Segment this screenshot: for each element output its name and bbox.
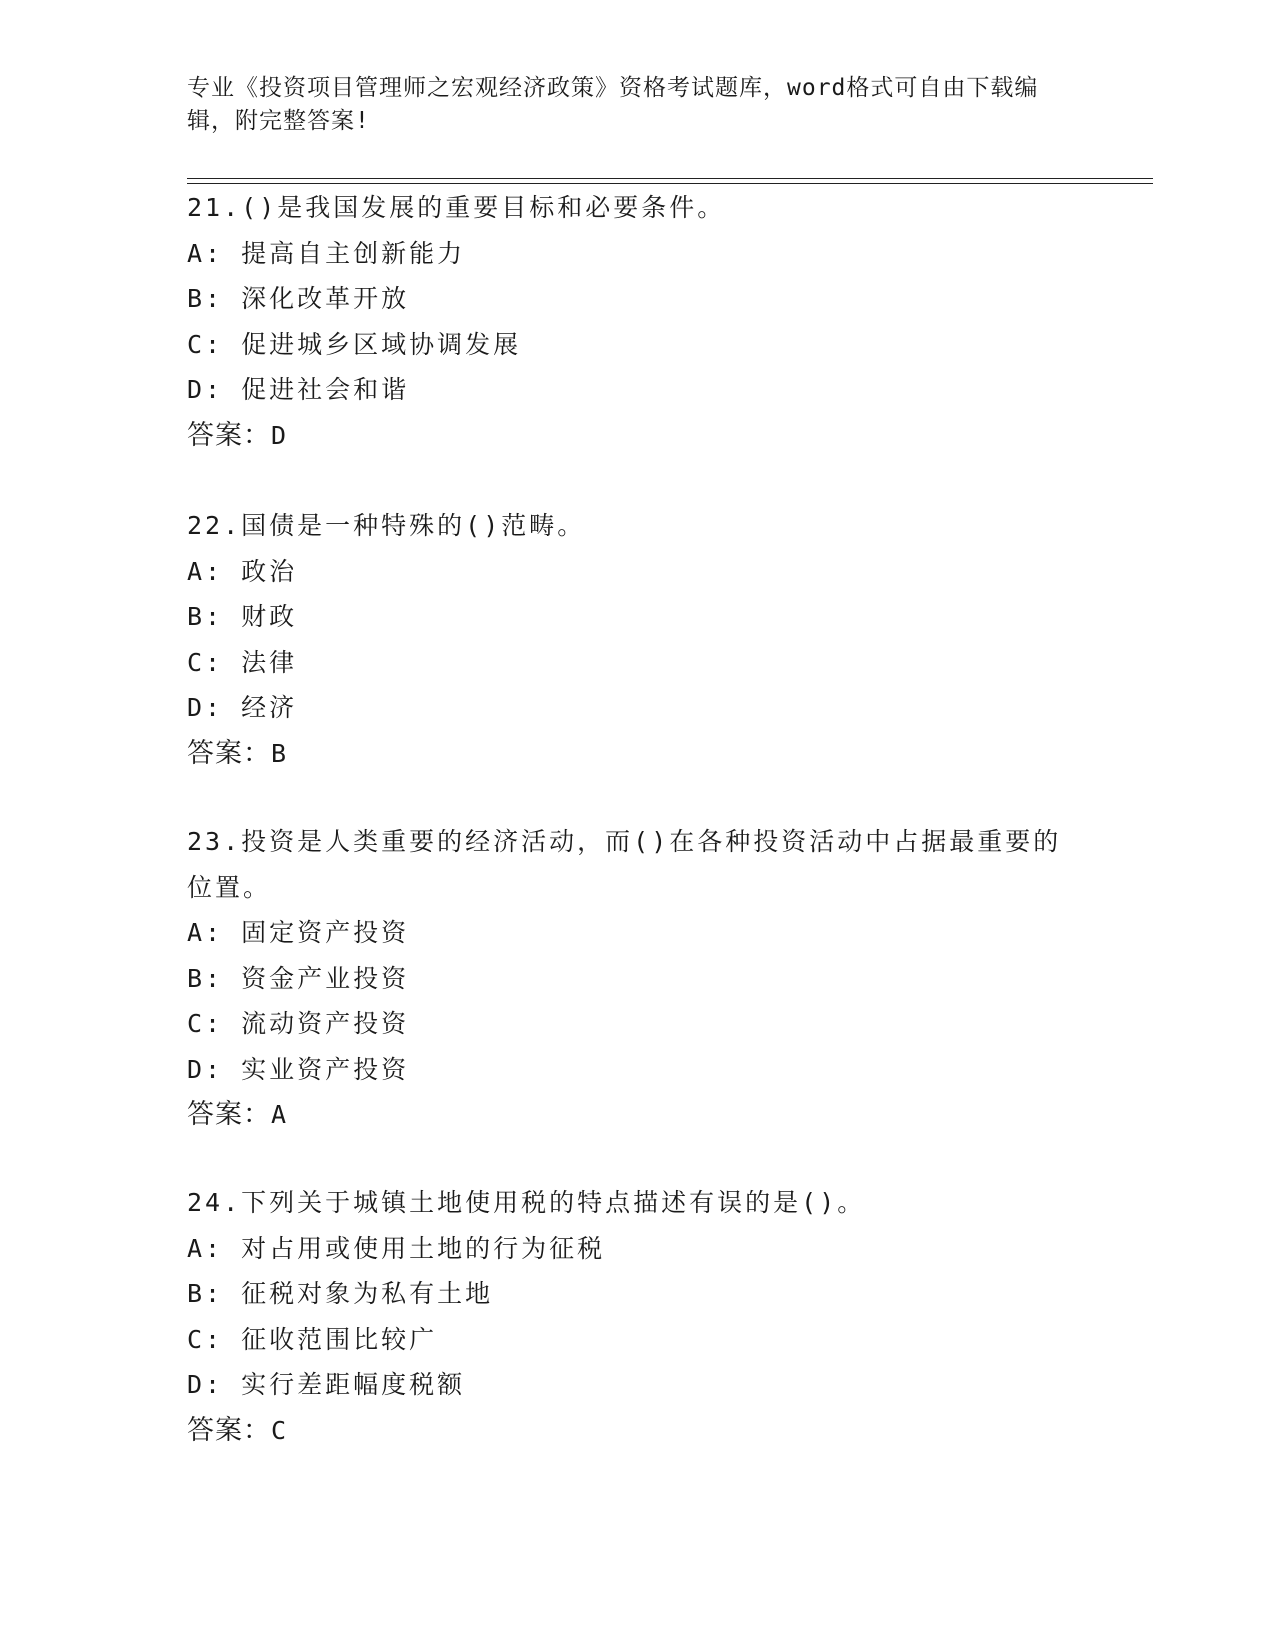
answer-line: [187, 1092, 1087, 1138]
option-d: D: 促进社会和谐: [187, 375, 410, 404]
answer-value: D: [271, 420, 288, 450]
answer-line: [187, 413, 1087, 459]
question-22: [187, 503, 1087, 776]
question-21: [187, 185, 1087, 458]
option-b: B: 征税对象为私有土地: [187, 1279, 494, 1308]
question-24: [187, 1180, 1087, 1453]
option-b: B: 财政: [187, 602, 298, 631]
answer-label: 答案：: [187, 419, 271, 451]
question-stem: 23.投资是人类重要的经济活动，而()在各种投资活动中占据最重要的位置。: [187, 827, 1062, 902]
question-stem: 22.国债是一种特殊的()范畴。: [187, 511, 586, 540]
option-d: D: 实行差距幅度税额: [187, 1370, 466, 1399]
answer-value: A: [271, 1100, 288, 1129]
answer-label: 答案：: [187, 1099, 271, 1130]
option-a: A: 提高自主创新能力: [187, 238, 466, 268]
answer-line: [187, 1408, 1087, 1454]
option-a: A: 固定资产投资: [187, 918, 410, 947]
question-stem: 21.()是我国发展的重要目标和必要条件。: [187, 193, 726, 222]
document-intro: 专业《投资项目管理师之宏观经济政策》资格考试题库，word格式可自由下载编辑，附完整答案!: [187, 75, 1039, 134]
header-divider-bottom: [187, 183, 1153, 184]
option-d: D: 经济: [187, 693, 298, 722]
option-d: D: 实业资产投资: [187, 1054, 410, 1084]
answer-value: C: [271, 1415, 288, 1445]
question-23: [187, 819, 1087, 1138]
option-c: C: 促进城乡区域协调发展: [187, 329, 522, 359]
option-b: B: 深化改革开放: [187, 284, 410, 313]
option-a: A: 对占用或使用土地的行为征税: [187, 1233, 606, 1263]
answer-label: 答案：: [187, 1414, 271, 1446]
answer-line: [187, 731, 1087, 777]
option-c: C: 征收范围比较广: [187, 1324, 438, 1354]
answer-value: B: [271, 738, 288, 768]
option-c: C: 流动资产投资: [187, 1009, 410, 1038]
question-stem: 24.下列关于城镇土地使用税的特点描述有误的是()。: [187, 1188, 866, 1217]
header-divider-top: [187, 178, 1153, 179]
option-c: C: 法律: [187, 647, 298, 677]
answer-label: 答案：: [187, 737, 271, 769]
option-b: B: 资金产业投资: [187, 963, 410, 993]
option-a: A: 政治: [187, 556, 298, 586]
